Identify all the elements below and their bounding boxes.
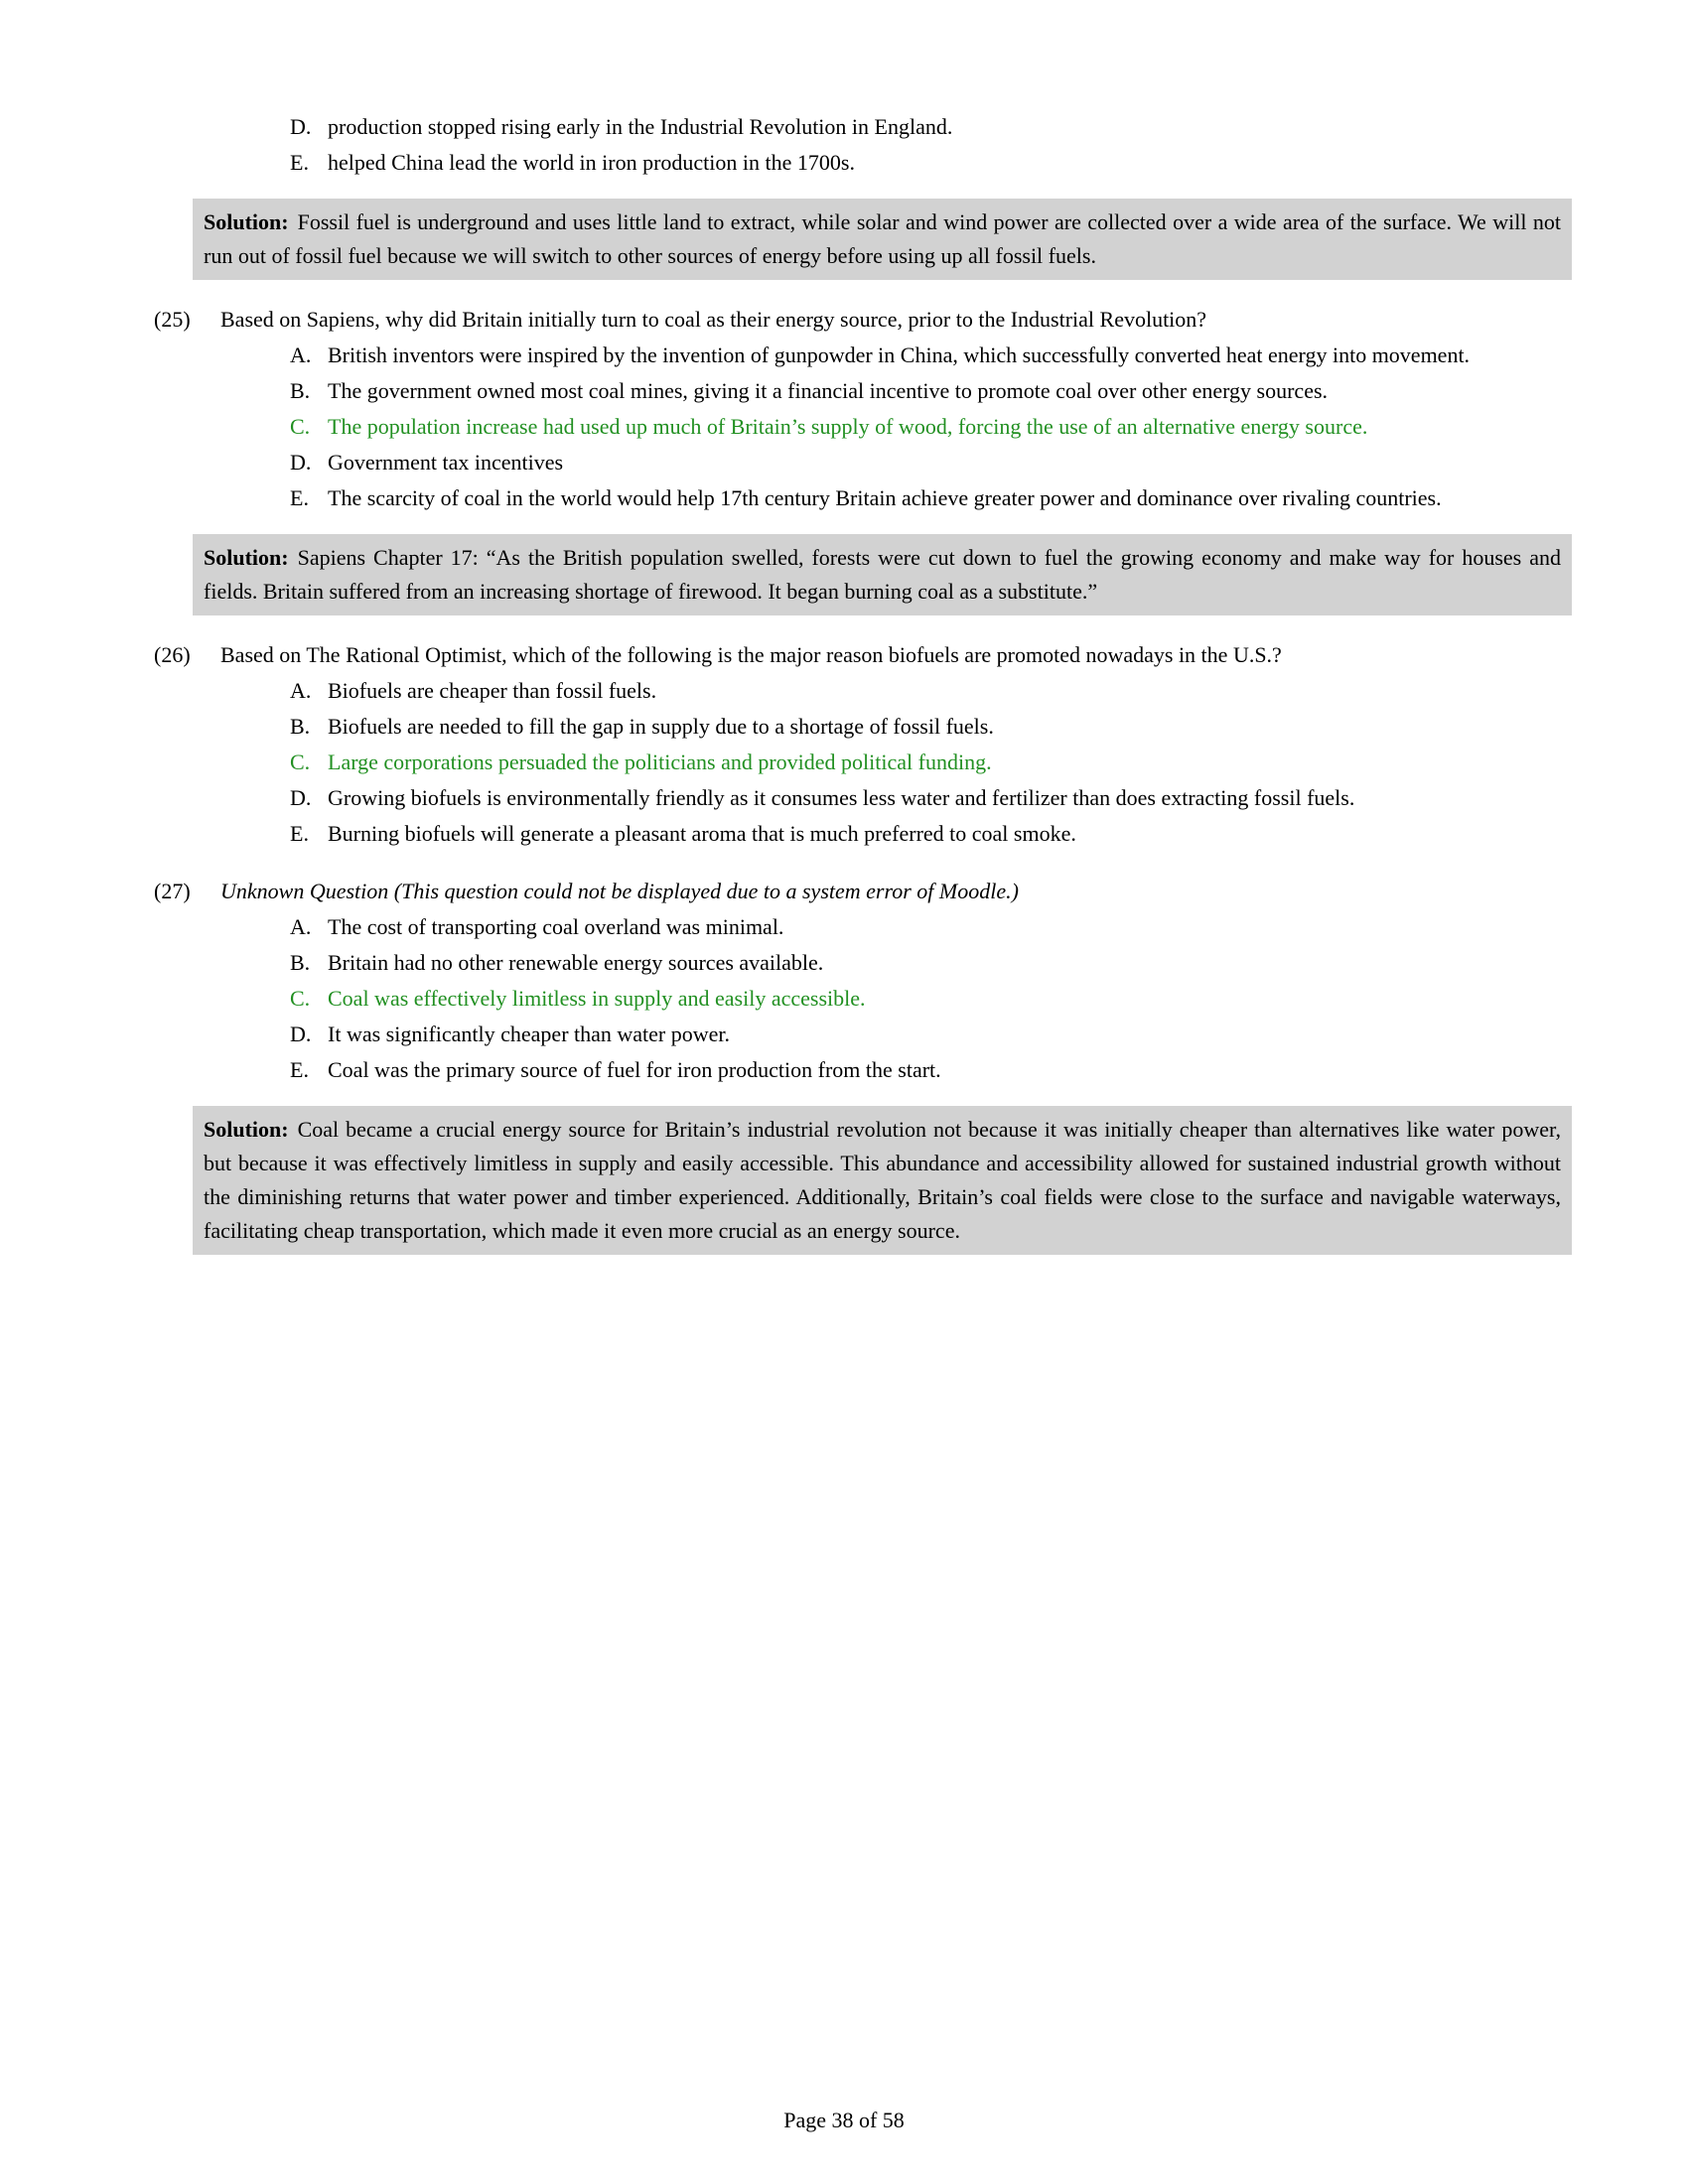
question-row — [154, 302, 1572, 338]
option-label: B. — [290, 378, 311, 403]
question-number: (27) — [154, 879, 191, 903]
option-row — [290, 145, 1572, 181]
option-row — [290, 909, 1572, 945]
option-row — [290, 745, 1572, 780]
option-text: Biofuels are cheaper than fossil fuels. — [328, 678, 657, 703]
option-text: helped China lead the world in iron production in the 1700s. — [328, 150, 855, 175]
page-number: Page 38 of 58 — [783, 2108, 905, 2132]
option-label: E. — [290, 1057, 309, 1082]
solution-text: Sapiens Chapter 17: “As the British population swelled, forests were cut down to fuel the growing economy and make way for houses and fields. Britain suffered from an increasing shortage of firewood. It began burning coal as a substitute.” — [204, 545, 1561, 604]
option-row — [290, 1017, 1572, 1052]
question-row — [154, 637, 1572, 673]
option-text: British inventors were inspired by the invention of gunpowder in China, which successfully converted heat energy into movement. — [328, 342, 1471, 367]
option-row — [290, 373, 1572, 409]
option-text: The scarcity of coal in the world would help 17th century Britain achieve greater power and dominance over rivaling countries. — [328, 485, 1442, 510]
option-text: Biofuels are needed to fill the gap in supply due to a shortage of fossil fuels. — [328, 714, 994, 739]
option-row — [290, 816, 1572, 852]
option-row — [290, 709, 1572, 745]
option-row — [290, 945, 1572, 981]
exam-content — [154, 109, 1572, 1261]
solution-text: Fossil fuel is underground and uses little land to extract, while solar and wind power are collected over a wide area of the surface. We will not run out of fossil fuel because we will switch to other sources of energy before using up all fossil fuels. — [204, 209, 1561, 268]
option-label: D. — [290, 785, 312, 810]
option-text: Britain had no other renewable energy sources available. — [328, 950, 824, 975]
option-row — [290, 445, 1572, 480]
solution-text: Coal became a crucial energy source for Britain’s industrial revolution not because it was initially cheaper than alternatives like water power, but because it was effectively limitless in supply and easily accessible. This abundance and accessibility allowed for sustained industrial growth without the diminishing returns that water power and timber experienced. Additionally, Britain’s coal fields were close to the surface and navigable waterways, facilitating cheap transportation, which made it even more crucial as an energy source. — [204, 1117, 1561, 1243]
solution-label: Solution: — [204, 209, 289, 234]
option-text: Government tax incentives — [328, 450, 564, 475]
solution-label: Solution: — [204, 1117, 289, 1142]
option-text: Coal was effectively limitless in supply and easily accessible. — [328, 986, 866, 1011]
question-row — [154, 874, 1572, 909]
question-number: (25) — [154, 307, 191, 332]
option-label: D. — [290, 114, 312, 139]
option-row — [290, 480, 1572, 516]
option-row — [290, 780, 1572, 816]
option-label: B. — [290, 714, 311, 739]
option-text: The population increase had used up much of Britain’s supply of wood, forcing the use of an alternative energy source. — [328, 414, 1368, 439]
option-label: D. — [290, 1022, 312, 1046]
solution-box — [193, 199, 1572, 280]
option-label: E. — [290, 821, 309, 846]
question-text: Based on The Rational Optimist, which of the following is the major reason biofuels are promoted nowadays in the U.S.? — [220, 642, 1282, 667]
option-label: D. — [290, 450, 312, 475]
solution-box — [193, 1106, 1572, 1255]
option-label: A. — [290, 914, 312, 939]
option-label: E. — [290, 150, 309, 175]
option-row — [290, 409, 1572, 445]
question-number: (26) — [154, 642, 191, 667]
option-label: C. — [290, 986, 311, 1011]
option-label: A. — [290, 342, 312, 367]
option-row — [290, 981, 1572, 1017]
option-row — [290, 109, 1572, 145]
option-row — [290, 673, 1572, 709]
option-text: The cost of transporting coal overland was minimal. — [328, 914, 784, 939]
option-label: C. — [290, 750, 311, 774]
option-text: It was significantly cheaper than water power. — [328, 1022, 731, 1046]
page-footer — [0, 2107, 1688, 2134]
solution-label: Solution: — [204, 545, 289, 570]
option-text: Burning biofuels will generate a pleasant aroma that is much preferred to coal smoke. — [328, 821, 1076, 846]
question-text: Unknown Question (This question could not be displayed due to a system error of Moodle.) — [220, 879, 1019, 903]
option-label: B. — [290, 950, 311, 975]
solution-box — [193, 534, 1572, 615]
option-text: The government owned most coal mines, giving it a financial incentive to promote coal over other energy sources. — [328, 378, 1329, 403]
option-row — [290, 338, 1572, 373]
option-text: production stopped rising early in the Industrial Revolution in England. — [328, 114, 953, 139]
option-row — [290, 1052, 1572, 1088]
option-label: E. — [290, 485, 309, 510]
option-label: A. — [290, 678, 312, 703]
option-text: Coal was the primary source of fuel for iron production from the start. — [328, 1057, 941, 1082]
option-label: C. — [290, 414, 311, 439]
option-text: Large corporations persuaded the politicians and provided political funding. — [328, 750, 992, 774]
option-text: Growing biofuels is environmentally friendly as it consumes less water and fertilizer than does extracting fossil fuels. — [328, 785, 1355, 810]
question-text: Based on Sapiens, why did Britain initially turn to coal as their energy source, prior to the Industrial Revolution? — [220, 307, 1207, 332]
